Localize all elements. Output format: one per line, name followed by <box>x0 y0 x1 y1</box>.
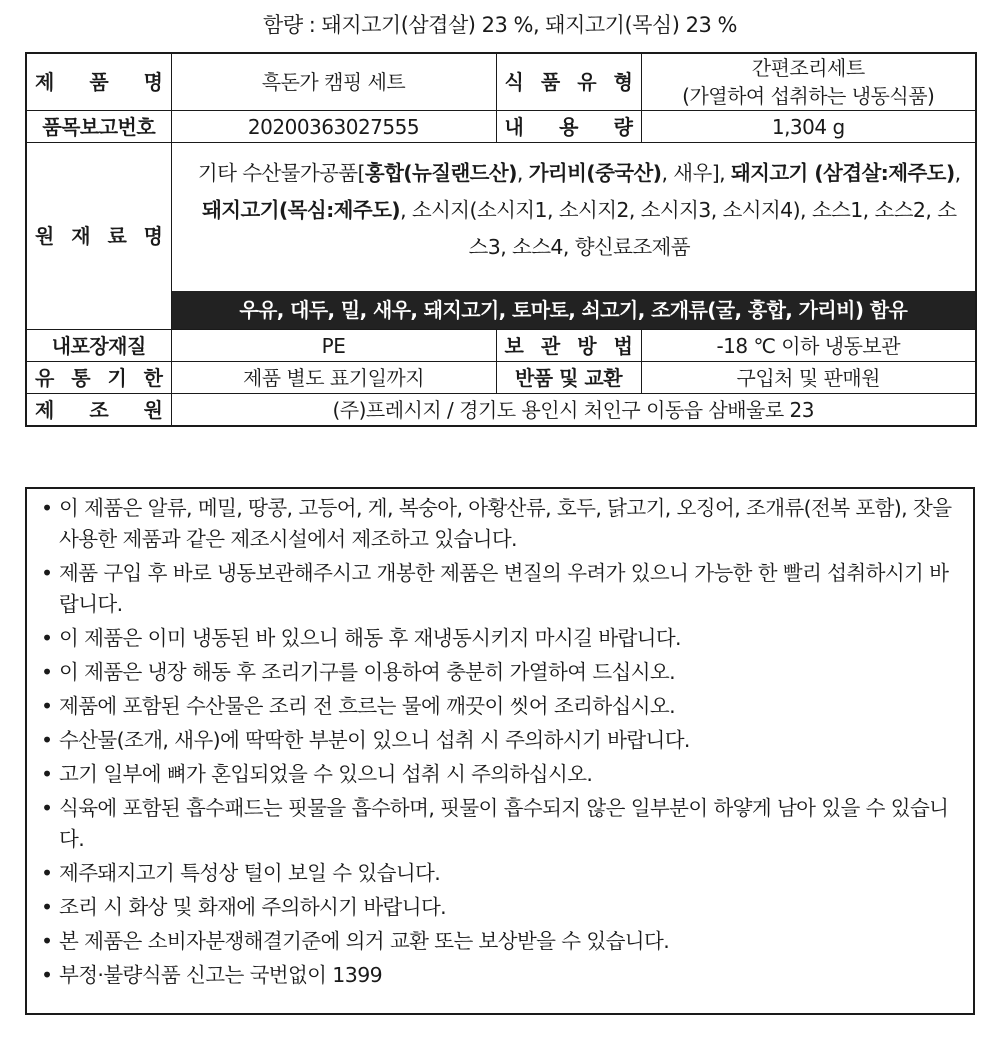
packaging-value: PE <box>171 330 496 362</box>
manufacturer-label <box>26 394 171 427</box>
notice-text: 고기 일부에 뼈가 혼입되었을 수 있으니 섭취 시 주의하십시오. <box>59 762 593 786</box>
row-manufacturer <box>26 394 976 427</box>
bullet-icon: • <box>41 861 53 885</box>
notice-item <box>41 691 961 722</box>
bullet-icon: • <box>41 963 53 987</box>
storage-value: -18 ℃ 이하 냉동보관 <box>641 330 976 362</box>
bullet-icon: • <box>41 796 53 820</box>
notice-text: 본 제품은 소비자분쟁해결기준에 의거 교환 또는 보상받을 수 있습니다. <box>59 929 670 953</box>
notice-item <box>41 892 961 923</box>
product-name-label <box>26 53 171 111</box>
row-packaging <box>26 330 976 362</box>
ingredient-origin-bold: 홍합(뉴질랜드산) <box>364 161 517 185</box>
bullet-icon: • <box>41 929 53 953</box>
content-percentage-line: 함량 : 돼지고기(삼겹살) 23 %, 돼지고기(목심) 23 % <box>263 13 737 37</box>
bullet-icon: • <box>41 660 53 684</box>
expiry-label <box>26 362 171 394</box>
ingredient-text-segment: , <box>954 161 961 185</box>
notice-item <box>41 657 961 688</box>
row-expiry <box>26 362 976 394</box>
notice-text: 제품 구입 후 바로 냉동보관해주시고 개봉한 제품은 변질의 우려가 있으니 가능한 한 빨리 섭취하시기 바랍니다. <box>59 561 949 616</box>
bullet-icon: • <box>41 895 53 919</box>
notice-text: 이 제품은 이미 냉동된 바 있으니 해동 후 재냉동시키지 마시길 바랍니다. <box>59 626 681 650</box>
ingredients-text <box>172 143 976 291</box>
bullet-icon: • <box>41 728 53 752</box>
product-name-value: 흑돈가 캠핑 세트 <box>171 53 496 111</box>
spaced-label: 보 관 방 법 <box>504 333 633 358</box>
ingredient-text-segment: , 새우], <box>661 161 731 185</box>
bullet-icon: • <box>41 694 53 718</box>
notice-item <box>41 793 961 855</box>
spaced-label: 내 용 량 <box>504 114 633 139</box>
product-info-table <box>25 52 977 427</box>
return-label: 반품 및 교환 <box>496 362 641 394</box>
spaced-label: 제 품 명 <box>35 70 163 94</box>
notice-text: 제품에 포함된 수산물은 조리 전 흐르는 물에 깨끗이 씻어 조리하십시오. <box>59 694 676 718</box>
notice-text: 수산물(조개, 새우)에 딱딱한 부분이 있으니 섭취 시 주의하시기 바랍니다. <box>59 728 690 752</box>
spaced-label: 유 통 기 한 <box>35 365 163 390</box>
notice-item <box>41 725 961 756</box>
row-report-number <box>26 111 976 143</box>
food-type-label <box>496 53 641 111</box>
notice-text: 조리 시 화상 및 화재에 주의하시기 바랍니다. <box>59 895 447 919</box>
notice-item <box>41 858 961 889</box>
notice-text: 이 제품은 냉장 해동 후 조리기구를 이용하여 충분히 가열하여 드십시오. <box>59 660 676 684</box>
notice-item <box>41 493 961 555</box>
allergen-warning-bar: 우유, 대두, 밀, 새우, 돼지고기, 토마토, 쇠고기, 조개류(굴, 홍합, 가리비) 함유 <box>172 291 976 329</box>
notice-text: 이 제품은 알류, 메밀, 땅콩, 고등어, 게, 복숭아, 아황산류, 호두, 닭고기, 오징어, 조개류(전복 포함), 잣을 사용한 제품과 같은 제조시설에서 제조하고 있습니다. <box>59 496 952 551</box>
ingredient-origin-bold: 가리비(중국산) <box>528 161 662 185</box>
bullet-icon: • <box>41 496 53 520</box>
notice-item <box>41 960 961 991</box>
spaced-label: 식 품 유 형 <box>504 70 633 94</box>
ingredient-text-segment: , 소시지(소시지1, 소시지2, 소시지3, 소시지4), 소스1, 소스2, 소스3, 소스4, 향신료조제품 <box>400 198 957 259</box>
notice-text: 부정·불량식품 신고는 국번없이 1399 <box>59 963 383 987</box>
notice-item <box>41 759 961 790</box>
row-ingredients <box>26 143 976 330</box>
bullet-icon: • <box>41 762 53 786</box>
food-type-value: 간편조리세트 (가열하여 섭취하는 냉동식품) <box>641 53 976 111</box>
manufacturer-value: (주)프레시지 / 경기도 용인시 처인구 이동읍 삼배울로 23 <box>171 394 976 427</box>
notice-text: 식육에 포함된 흡수패드는 핏물을 흡수하며, 핏물이 흡수되지 않은 일부분이 하얗게 남아 있을 수 있습니다. <box>59 796 949 851</box>
notice-text: 제주돼지고기 특성상 털이 보일 수 있습니다. <box>59 861 441 885</box>
notice-item <box>41 926 961 957</box>
bullet-icon: • <box>41 561 53 585</box>
ingredients-value <box>171 143 976 330</box>
return-value: 구입처 및 판매원 <box>641 362 976 394</box>
report-number-value: 20200363027555 <box>171 111 496 143</box>
report-number-label: 품목보고번호 <box>26 111 171 143</box>
ingredient-text-segment: , <box>516 161 529 185</box>
ingredient-text-segment: 기타 수산물가공품[ <box>197 161 365 185</box>
row-product-name <box>26 53 976 111</box>
notice-item <box>41 623 961 654</box>
expiry-value: 제품 별도 표기일까지 <box>171 362 496 394</box>
volume-value: 1,304 g <box>641 111 976 143</box>
ingredients-label <box>26 143 171 330</box>
ingredient-origin-bold: 돼지고기(목심:제주도) <box>202 198 401 222</box>
spaced-label: 제 조 원 <box>35 397 163 422</box>
ingredient-origin-bold: 돼지고기 (삼겹살:제주도) <box>730 161 955 185</box>
notice-box <box>25 487 975 1015</box>
spaced-label: 원 재 료 명 <box>35 224 163 248</box>
storage-label <box>496 330 641 362</box>
bullet-icon: • <box>41 626 53 650</box>
volume-label <box>496 111 641 143</box>
notice-item <box>41 558 961 620</box>
packaging-label: 내포장재질 <box>26 330 171 362</box>
